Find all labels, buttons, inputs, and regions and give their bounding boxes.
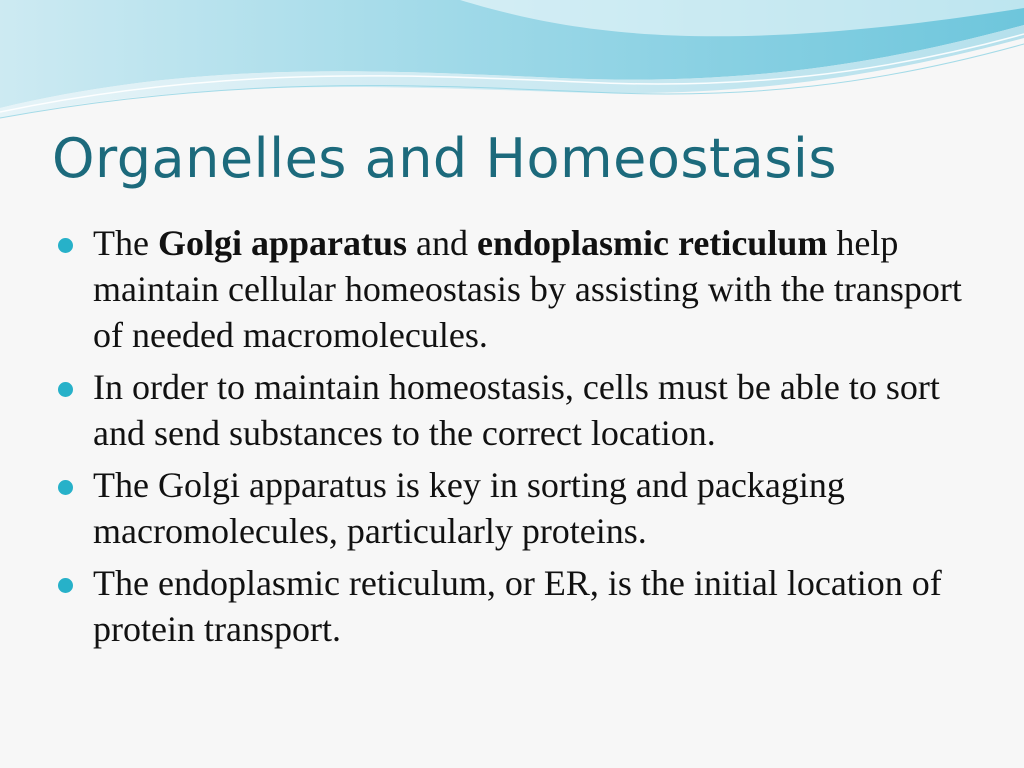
bullet-text-bold: Golgi apparatus <box>157 223 408 263</box>
bullet-item <box>58 220 978 358</box>
bullet-text-part: In order to maintain homeostasis, cells must be able to sort and send substances to the correct location. <box>93 367 940 453</box>
bullet-text-part: The <box>93 223 158 263</box>
bullet-item <box>58 560 978 652</box>
bullet-item <box>58 364 978 456</box>
bullet-marker-icon <box>58 238 73 253</box>
bullet-text-part: and <box>407 223 477 263</box>
slide-title: Organelles and Homeostasis <box>52 127 838 190</box>
bullet-text-part: The Golgi apparatus is key in sorting and packaging macromolecules, particularly proteins. <box>93 465 845 551</box>
bullet-text-bold: endoplasmic reticulum <box>477 223 828 263</box>
bullet-text-part: The endoplasmic reticulum, or ER, is the initial location of protein transport. <box>93 563 942 649</box>
bullet-marker-icon <box>58 382 73 397</box>
bullet-text-part: help maintain cellular homeostasis by assisting with the transport of needed macromolecules. <box>93 223 962 355</box>
bullet-list <box>58 220 978 658</box>
bullet-marker-icon <box>58 480 73 495</box>
header-wave-decoration <box>0 0 1024 140</box>
bullet-marker-icon <box>58 578 73 593</box>
bullet-item <box>58 462 978 554</box>
